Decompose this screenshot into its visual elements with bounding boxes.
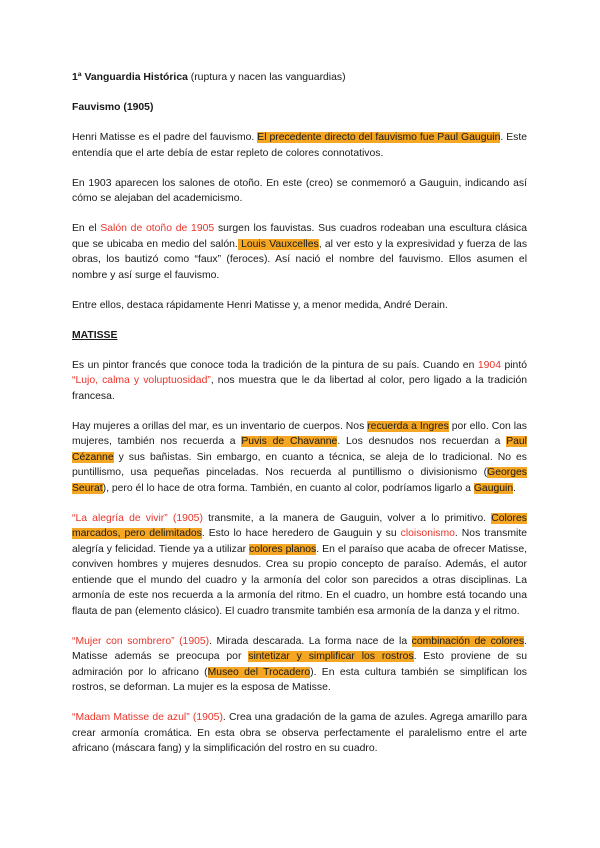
text-run: Hay mujeres a orillas del mar, es un inventario de cuerpos. Nos — [72, 420, 368, 432]
text-run: surgen los fauvistas. Sus cuadros rodeaban una escultura clásica que se ubicaba en medio del salón. — [72, 223, 528, 250]
text-run: por ello. Con las mujeres, también nos recuerda a — [72, 420, 527, 447]
text-run: . En el paraíso que acaba de ofrecer Matisse, conviven hombres y mujeres desnudos. Crea su propio concepto de paraíso. Además, el autor entiende que el mundo del cuadro y la armonía del color son parecidos a otras disciplinas. La armonía de este nos recuerda a la armonía del ritmo. En el cuadro, un hombre está tocando una flauta de pan (elemento clásico). El cuadro transmite también esa armonía de la danza y el ritmo. — [72, 543, 527, 617]
red-cloisonismo: cloisonismo — [400, 528, 455, 539]
text-run: . Este entendía que el arte debía de estar repleto de colores connotativos. — [72, 132, 527, 159]
text-run: . Mirada descarada. La forma nace de la — [209, 635, 412, 647]
highlight-trocadero: Museo del Trocadero — [207, 666, 311, 678]
red-1904: 1904 — [477, 359, 501, 371]
highlight-puvis: Puvis de Chavanne — [241, 436, 338, 447]
text-run: . Esto lo hace heredero de Gauguin y su — [201, 528, 401, 539]
highlight-combinacion-colores: combinación de colores — [411, 635, 525, 647]
highlight-seurat: Georges Seurat — [72, 467, 527, 494]
paragraph-5 — [72, 358, 527, 405]
highlight-ingres: recuerda a Ingres — [367, 420, 449, 432]
highlight-precedente: El precedente directo del fauvismo fue Paul Gauguin — [257, 132, 501, 143]
text-run: ), pero él lo hace de otra forma. También, en cuanto al color, podríamos ligarlo a — [102, 482, 474, 494]
text-run: . Los desnudos nos recuerdan a — [337, 436, 507, 447]
highlight-vauxcelles: Louis Vauxcelles — [237, 238, 319, 250]
title-rest: (ruptura y nacen las vanguardias) — [187, 72, 346, 83]
text-run: , al ver esto y la expresividad y fuerza de las obras, los bautizó como “faux” (feroces). Así nació el nombre del fauvismo. Ellos asumen el nombre y así surge el fauvismo. — [72, 238, 528, 281]
section-heading-matisse: MATISSE — [72, 329, 118, 341]
text-run: . Nos transmite alegría y felicidad. Tiende ya a utilizar — [72, 528, 527, 555]
red-lujo-calma: “Lujo, calma y voluptuosidad” — [72, 375, 211, 386]
paragraph-6 — [72, 419, 527, 497]
text-run: transmite, a la manera de Gauguin, volver a lo primitivo. — [202, 512, 492, 524]
paragraph-4: Entre ellos, destaca rápidamente Henri Matisse y, a menor medida, André Derain. — [72, 299, 448, 311]
text-run: pintó — [500, 359, 528, 371]
section-heading-fauvismo: Fauvismo (1905) — [72, 102, 154, 113]
document-page — [72, 70, 527, 771]
red-salon-otono: Salón de otoño de 1905 — [100, 223, 215, 234]
paragraph-7 — [72, 511, 527, 620]
text-run: . — [513, 482, 517, 494]
paragraph-1 — [72, 130, 527, 161]
text-run: y sus bañistas. Sin embargo, en cuanto a técnica, se aleja de lo tradicional. No es puntillismo, usa pequeñas pinceladas. Nos recuerda al puntillismo o divisionismo ( — [72, 451, 527, 478]
paragraph-2: En 1903 aparecen los salones de otoño. En este (creo) se conmemoró a Gauguin, indicando así cómo se alejaban del academicismo. — [72, 177, 527, 204]
paragraph-9 — [72, 710, 527, 757]
text-run: . Esto proviene de su admiración por lo africano ( — [72, 651, 527, 678]
title-bold: 1ª Vanguardia Histórica — [72, 72, 188, 83]
text-run: . Matisse además se preocupa por — [72, 635, 527, 662]
red-alegria-de-vivir: “La alegría de vivir” (1905) — [72, 512, 203, 524]
text-run: , nos muestra que le da libertad al color, pero ligado a la tradición francesa. — [72, 375, 527, 402]
red-mujer-sombrero: “Mujer con sombrero” (1905) — [72, 635, 210, 647]
text-run: Es un pintor francés que conoce toda la tradición de la pintura de su país. Cuando en — [72, 359, 478, 371]
text-run: ). En esta cultura también se simplifican los rostros, se deforman. La mujer es la esposa de Matisse. — [72, 666, 527, 693]
highlight-colores-marcados: Colores marcados, pero delimitados — [72, 512, 527, 539]
text-run: . Crea una gradación de la gama de azules. Agrega amarillo para crear armonía cromática. En esta obra se observa perfectamente el paralelismo entre el arte africano (máscara fang) y la simplificación del rostro en su cuadro. — [72, 712, 527, 754]
text-run: Henri Matisse es el padre del fauvismo. — [72, 132, 258, 143]
paragraph-3 — [72, 221, 527, 283]
text-run: En el — [72, 223, 101, 234]
paragraph-8 — [72, 634, 527, 696]
highlight-cezanne: Paul Cézanne — [72, 436, 527, 463]
red-madam-matisse: “Madam Matisse de azul” (1905) — [72, 712, 223, 723]
highlight-gauguin: Gauguin — [473, 482, 514, 494]
highlight-sintetizar-rostros: sintetizar y simplificar los rostros — [248, 651, 414, 662]
highlight-colores-planos: colores planos — [249, 543, 317, 555]
document-title — [72, 70, 527, 86]
